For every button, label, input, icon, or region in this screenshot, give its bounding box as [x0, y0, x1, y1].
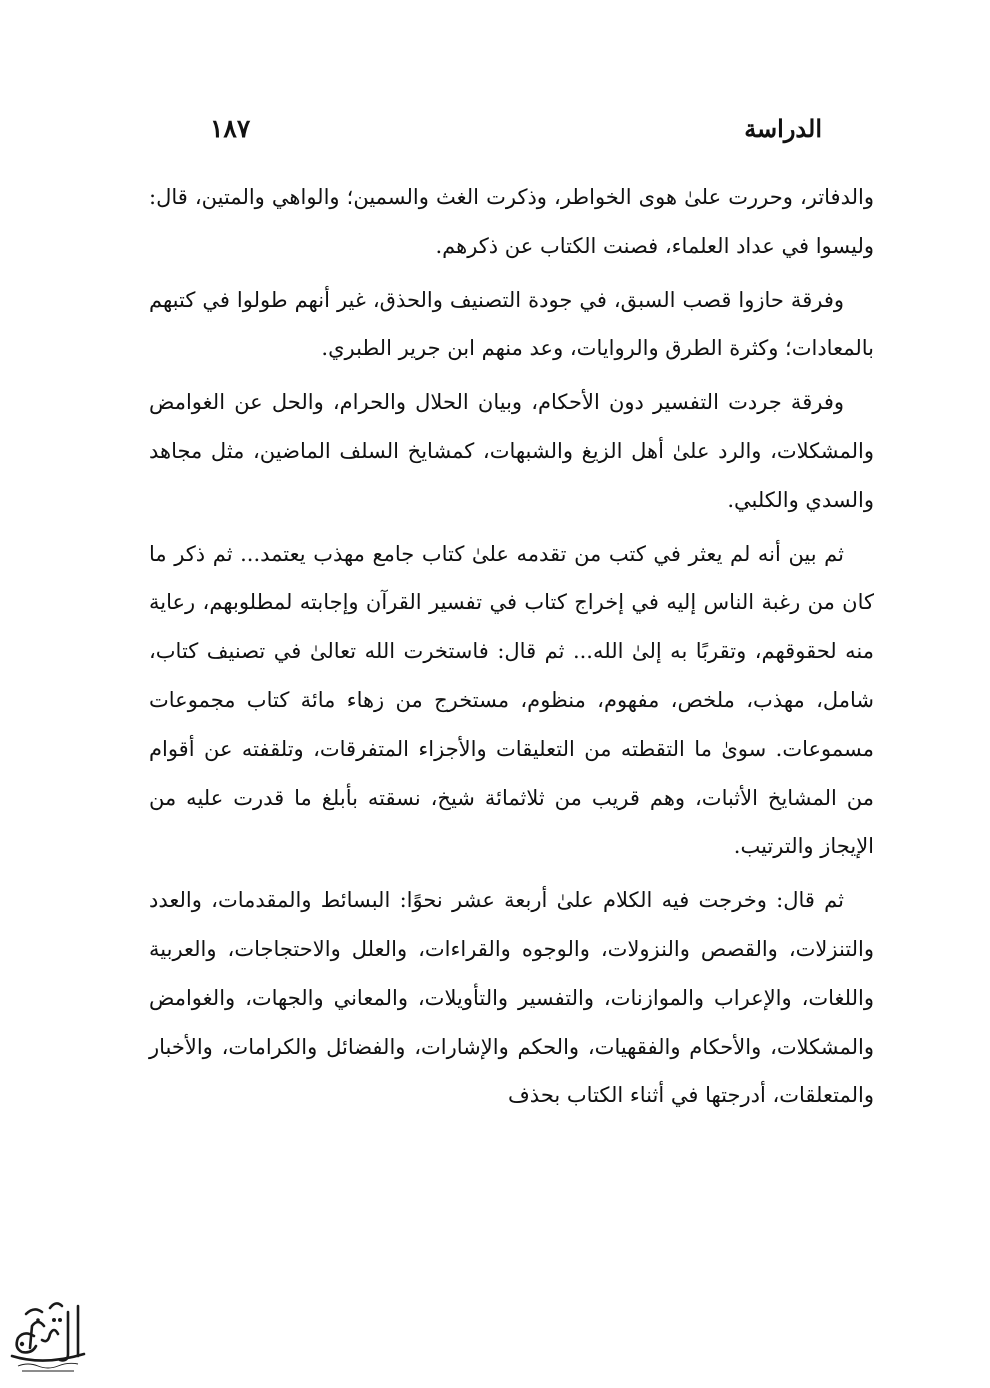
paragraph-2: وفرقة حازوا قصب السبق، في جودة التصنيف والحذق، غير أنهم طولوا في كتبهم بالمعادات؛ وكثرة الطرق والروايات، وعد منهم ابن جرير الطبري.: [149, 287, 874, 361]
paragraph-1: والدفاتر، وحررت علىٰ هوى الخواطر، وذكرت الغث والسمين؛ والواهي والمتين، قال: وليسوا في عداد العلماء، فصنت الكتاب عن ذكرهم.: [149, 185, 874, 258]
calligraphy-logo-icon: [4, 1296, 90, 1380]
paragraph-5: ثم قال: وخرجت فيه الكلام علىٰ أربعة عشر نحوًا: البسائط والمقدمات، والعدد والتنزلات، والقصص والنزولات، والوجوه والقراءات، والعلل والاحتجاجات، والعربية واللغات، والإعراب والموازنات، والتفسير والتأويلات، والمعاني والجهات، والغوامض والمشكلات، والأحكام والفقهيات، والحكم والإشارات، والفضائل والكرامات، والأخبار والمتعلقات، أدرجتها في أثناء الكتاب بحذف: [149, 888, 874, 1108]
paragraph-4: ثم بين أنه لم يعثر في كتب من تقدمه علىٰ كتاب جامع مهذب يعتمد... ثم ذكر ما كان من رغبة الناس إليه في إخراج كتاب في تفسير القرآن وإجابته لمطلوبهم، رعاية منه لحقوقهم، وتقربًا به إلىٰ الله... ثم قال: فاستخرت الله تعالىٰ في تصنيف كتاب، شامل، مهذب، ملخص، مفهوم، منظوم، مستخرج من زهاء مائة كتاب مجموعات مسموعات. سوىٰ ما التقطته من التعليقات والأجزاء المتفرقات، وتلقفته عن أقوام من المشايخ الأثبات، وهم قريب من ثلاثمائة شيخ، نسقته بأبلغ ما قدرت عليه من الإيجاز والترتيب.: [149, 541, 874, 859]
running-head-title: الدراسة: [744, 114, 822, 143]
body-text: [149, 173, 874, 1125]
page-header: [210, 112, 822, 152]
paragraph-3: وفرقة جردت التفسير دون الأحكام، وبيان الحلال والحرام، والحل عن الغوامض والمشكلات، والرد علىٰ أهل الزيغ والشبهات، كمشايخ السلف الماضين، مثل مجاهد والسدي والكلبي.: [149, 390, 874, 512]
page-number: ١٨٧: [210, 114, 251, 143]
